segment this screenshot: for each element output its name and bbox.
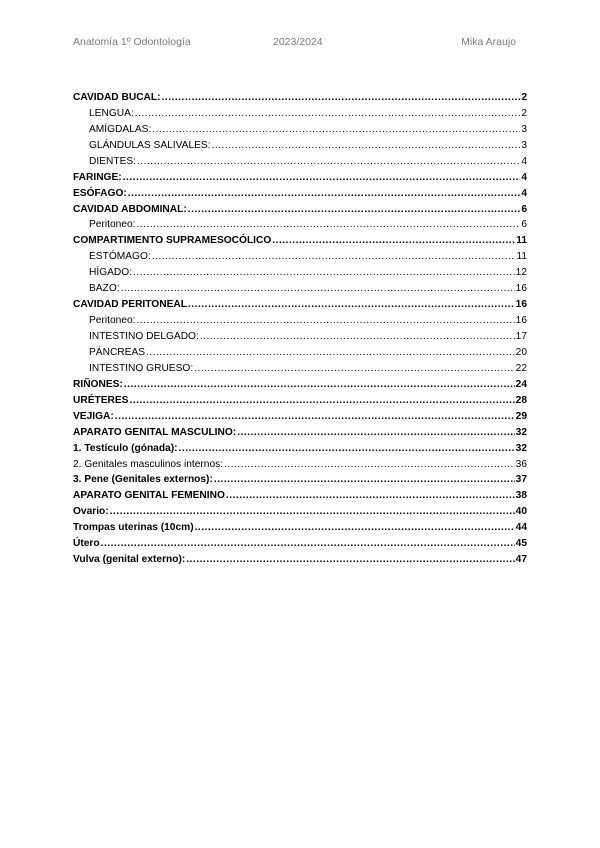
toc-leader-dots [195,522,515,534]
toc-leader-dots [224,459,515,471]
toc-entry-label: GLÁNDULAS SALIVALES: [89,139,211,151]
toc-entry-label: CAVIDAD ABDOMINAL: [73,203,187,215]
toc-entry[interactable] [73,168,527,184]
toc-leader-dots [162,92,521,104]
toc-entry-label: FARINGE: [73,171,122,183]
toc-entry-label: Ovario: [73,506,109,518]
toc-entry-label: ESÓFAGO: [73,187,127,199]
toc-entry-label: APARATO GENITAL MASCULINO: [73,426,237,438]
toc-entry[interactable] [73,518,527,534]
toc-entry[interactable] [73,455,527,471]
toc-entry-page-number: 45 [515,538,527,550]
toc-entry-label: Peritoneo: [89,315,136,327]
toc-entry-page-number: 11 [516,235,527,247]
toc-entry[interactable] [73,423,527,439]
toc-entry[interactable] [73,231,527,247]
toc-entry-page-number: 11 [516,251,527,263]
toc-entry-label: VEJIGA: [73,410,114,422]
toc-entry-page-number: 36 [515,458,527,470]
toc-leader-dots [115,411,515,423]
toc-leader-dots [200,331,515,343]
toc-entry[interactable] [73,439,527,455]
toc-entry-page-number: 16 [515,299,527,311]
toc-leader-dots [129,395,514,407]
toc-leader-dots [214,474,515,486]
toc-entry-page-number: 6 [521,203,527,215]
toc-entry-label: Trompas uterinas (10cm) [73,522,194,534]
toc-entry-label: URÉTERES [73,394,129,406]
toc-entry-page-number: 28 [515,394,527,406]
toc-entry[interactable] [73,359,527,375]
toc-entry[interactable] [73,263,527,279]
toc-entry-page-number: 22 [515,362,527,374]
toc-entry-page-number: 37 [515,474,527,486]
toc-entry-page-number: 2 [521,107,527,119]
toc-leader-dots [133,267,515,279]
toc-entry-page-number: 16 [515,315,527,327]
toc-leader-dots [188,299,515,311]
toc-entry-label: BAZO: [89,283,120,295]
toc-entry[interactable] [73,216,527,232]
toc-entry[interactable] [73,136,527,152]
toc-entry[interactable] [73,343,527,359]
toc-entry[interactable] [73,200,527,216]
toc-entry-page-number: 44 [515,522,527,534]
toc-entry-label: 2. Genitales masculinos internos: [73,458,224,470]
toc-leader-dots [137,156,520,168]
toc-leader-dots [136,315,514,327]
toc-leader-dots [146,347,515,359]
toc-leader-dots [135,108,521,120]
toc-entry[interactable] [73,486,527,502]
toc-leader-dots [194,363,515,375]
header-year: 2023/2024 [273,36,323,48]
toc-entry[interactable] [73,152,527,168]
toc-entry-page-number: 20 [515,346,527,358]
toc-entry-label: 1. Testículo (gónada): [73,442,178,454]
toc-leader-dots [226,490,515,502]
toc-entry-page-number: 4 [521,187,527,199]
toc-entry-label: Vulva (genital externo): [73,554,186,566]
toc-entry-page-number: 40 [515,506,527,518]
page-header [73,36,527,50]
toc-entry-page-number: 47 [515,554,527,566]
toc-entry-label: Útero [73,538,100,550]
toc-entry[interactable] [73,391,527,407]
toc-entry[interactable] [73,295,527,311]
toc-entry-page-number: 12 [515,267,527,279]
toc-entry-label: LENGUA: [89,107,134,119]
toc-entry-page-number: 17 [515,331,527,342]
toc-entry-label: CAVIDAD PERITONEAL [73,299,187,311]
toc-entry-label: RIÑONES: [73,378,123,390]
toc-entry-page-number: 3 [521,123,527,135]
toc-entry-page-number: 32 [515,442,527,454]
toc-entry-label: Peritoneo: [89,219,136,231]
toc-leader-dots [188,204,521,216]
toc-leader-dots [128,188,521,200]
toc-entry[interactable] [73,104,527,120]
toc-entry-label: HÍGADO: [89,267,133,279]
toc-entry-label: INTESTINO GRUESO: [89,362,194,374]
toc-entry[interactable] [73,502,527,518]
toc-entry-page-number: 4 [521,155,527,167]
toc-leader-dots [124,379,515,391]
toc-entry-page-number: 16 [515,283,527,295]
toc-entry-page-number: 24 [515,378,527,390]
toc-entry[interactable] [73,184,527,200]
toc-leader-dots [101,538,515,550]
toc-entry-page-number: 6 [521,219,527,231]
toc-entry-label: PÁNCREAS [89,346,146,358]
toc-entry[interactable] [73,327,527,343]
toc-entry-label: CAVIDAD BUCAL: [73,91,161,103]
table-of-contents [73,88,527,566]
toc-entry[interactable] [73,120,527,136]
toc-leader-dots [272,235,515,247]
toc-leader-dots [179,443,515,455]
toc-entry[interactable] [73,407,527,423]
toc-entry-label: DIENTES: [89,155,136,167]
toc-entry[interactable] [73,471,527,487]
toc-leader-dots [123,172,521,184]
toc-entry-label: 3. Pene (Genitales externos): [73,474,213,486]
toc-leader-dots [212,140,521,152]
toc-leader-dots [136,219,520,231]
toc-leader-dots [110,506,515,518]
toc-entry-page-number: 2 [521,91,527,103]
toc-entry-page-number: 4 [521,171,527,183]
toc-entry[interactable] [73,550,527,566]
toc-leader-dots [121,283,515,295]
toc-entry-page-number: 38 [515,490,527,502]
toc-entry-label: INTESTINO DELGADO: [89,331,199,342]
toc-leader-dots [186,554,514,566]
toc-leader-dots [237,427,514,439]
toc-entry-label: COMPARTIMENTO SUPRAMESOCÓLICO [73,235,272,247]
toc-entry-page-number: 3 [521,139,527,151]
toc-entry-page-number: 32 [515,426,527,438]
toc-entry[interactable] [73,375,527,391]
toc-entry[interactable] [73,88,527,104]
toc-entry[interactable] [73,311,527,327]
toc-entry-label: ESTÓMAGO: [89,251,151,263]
toc-leader-dots [152,124,520,136]
toc-entry[interactable] [73,534,527,550]
toc-entry-page-number: 29 [515,410,527,422]
header-author: Mika Araujo [461,36,516,48]
toc-entry[interactable] [73,279,527,295]
toc-entry-label: AMÍGDALAS: [89,123,152,135]
toc-leader-dots [152,251,516,263]
toc-entry[interactable] [73,247,527,263]
toc-entry-label: APARATO GENITAL FEMENINO [73,490,225,502]
header-course: Anatomía 1º Odontología [73,36,191,48]
